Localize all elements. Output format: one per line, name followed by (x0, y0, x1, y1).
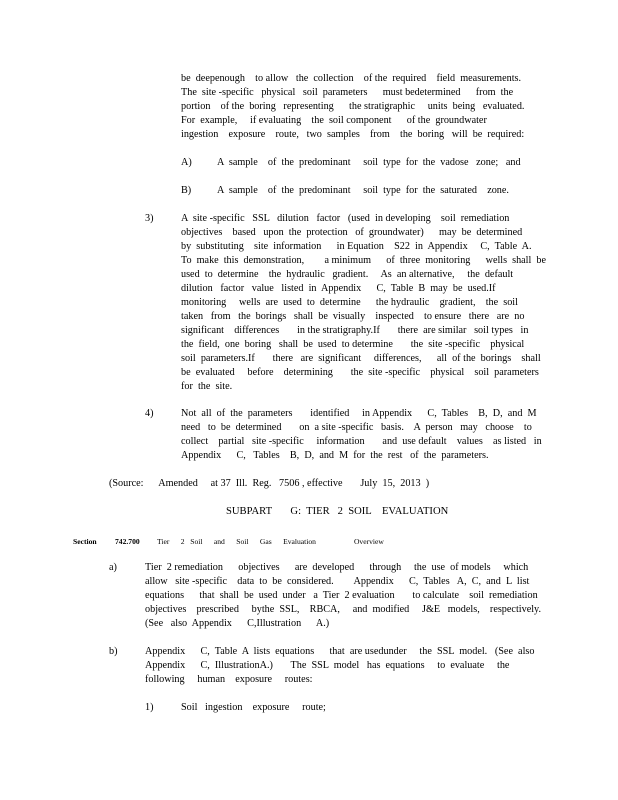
text-line: Appendix C, IllustrationA.) The SSL model has equations to evaluate the (145, 660, 510, 671)
text-line: objectives based upon the protection of groundwater) may be determined (181, 227, 523, 238)
text-line: collect partial site -specific information and use default values as listed in (181, 436, 542, 447)
section-number: 742.700 (115, 537, 140, 546)
text-line: significant differences in the stratigraphy.If there are similar soil types in (181, 325, 529, 336)
text-line: for the site. (181, 381, 233, 392)
subpart-heading: SUBPART G: TIER 2 SOIL EVALUATION (226, 506, 449, 517)
section-label: Section (73, 537, 97, 546)
text-line: dilution factor value listed in Appendix C, Table B may be used.If (181, 283, 496, 294)
section-title: Tier 2 Soil and Soil Gas Evaluation Overview (157, 537, 384, 546)
text-line: by substituting site information in Equation S22 in Appendix C, Table A. (181, 241, 532, 252)
text-line: The site -specific physical soil parameters must bedetermined from the (181, 87, 514, 98)
text-line: Appendix C, Tables B, D, and M for the rest of the parameters. (181, 450, 489, 461)
text-line: following human exposure routes: (145, 674, 313, 685)
subitem-marker: B) (181, 185, 192, 196)
text-line: ingestion exposure route, two samples from the boring will be required: (181, 129, 525, 140)
text-line: be deepenough to allow the collection of the required field measurements. (181, 73, 522, 84)
text-line: objectives prescribed bythe SSL, RBCA, and modified J&E models, respectively. (145, 604, 542, 615)
text-line: monitoring wells are used to determine the hydraulic gradient, the soil (181, 297, 518, 308)
text-line: used to determine the hydraulic gradient. As an alternative, the default (181, 269, 514, 280)
text-line: equations that shall be used under a Tier 2 evaluation to calculate soil remediation (145, 590, 538, 601)
subitem-text: A sample of the predominant soil type for the vadose zone; and (217, 157, 521, 168)
text-line: need to be determined on a site -specific basis. A person may choose to (181, 422, 532, 433)
subitem-marker: 1) (145, 702, 154, 713)
text-line: Tier 2 remediation objectives are developed through the use of models which (145, 562, 529, 573)
text-line: soil parameters.If there are significant differences, all of the borings shall (181, 353, 541, 364)
paragraph-marker: a) (109, 562, 117, 573)
text-line: Not all of the parameters identified in Appendix C, Tables B, D, and M (181, 408, 537, 419)
subitem-text: Soil ingestion exposure route; (181, 702, 326, 713)
text-line: (See also Appendix C,Illustration A.) (145, 618, 330, 629)
paragraph-marker: b) (109, 646, 118, 657)
text-line: Appendix C, Table A lists equations that are usedunder the SSL model. (See also (145, 646, 535, 657)
text-line: be evaluated before determining the site -specific physical soil parameters (181, 367, 539, 378)
subitem-text: A sample of the predominant soil type for the saturated zone. (217, 185, 509, 196)
text-line: For example, if evaluating the soil component of the groundwater (181, 115, 487, 126)
subitem-marker: A) (181, 157, 192, 168)
item-marker: 3) (145, 213, 154, 224)
text-line: portion of the boring representing the stratigraphic units being evaluated. (181, 101, 525, 112)
text-line: To make this demonstration, a minimum of three monitoring wells shall be (181, 255, 546, 266)
text-line: the field, one boring shall be used to determine the site -specific physical (181, 339, 525, 350)
text-line: A site -specific SSL dilution factor (used in developing soil remediation (181, 213, 510, 224)
item-marker: 4) (145, 408, 154, 419)
source-note: (Source: Amended at 37 Ill. Reg. 7506 , effective July 15, 2013 ) (109, 478, 430, 489)
text-line: allow site -specific data to be considered. Appendix C, Tables A, C, and L list (145, 576, 530, 587)
text-line: taken from the borings shall be visually inspected to ensure there are no (181, 311, 525, 322)
